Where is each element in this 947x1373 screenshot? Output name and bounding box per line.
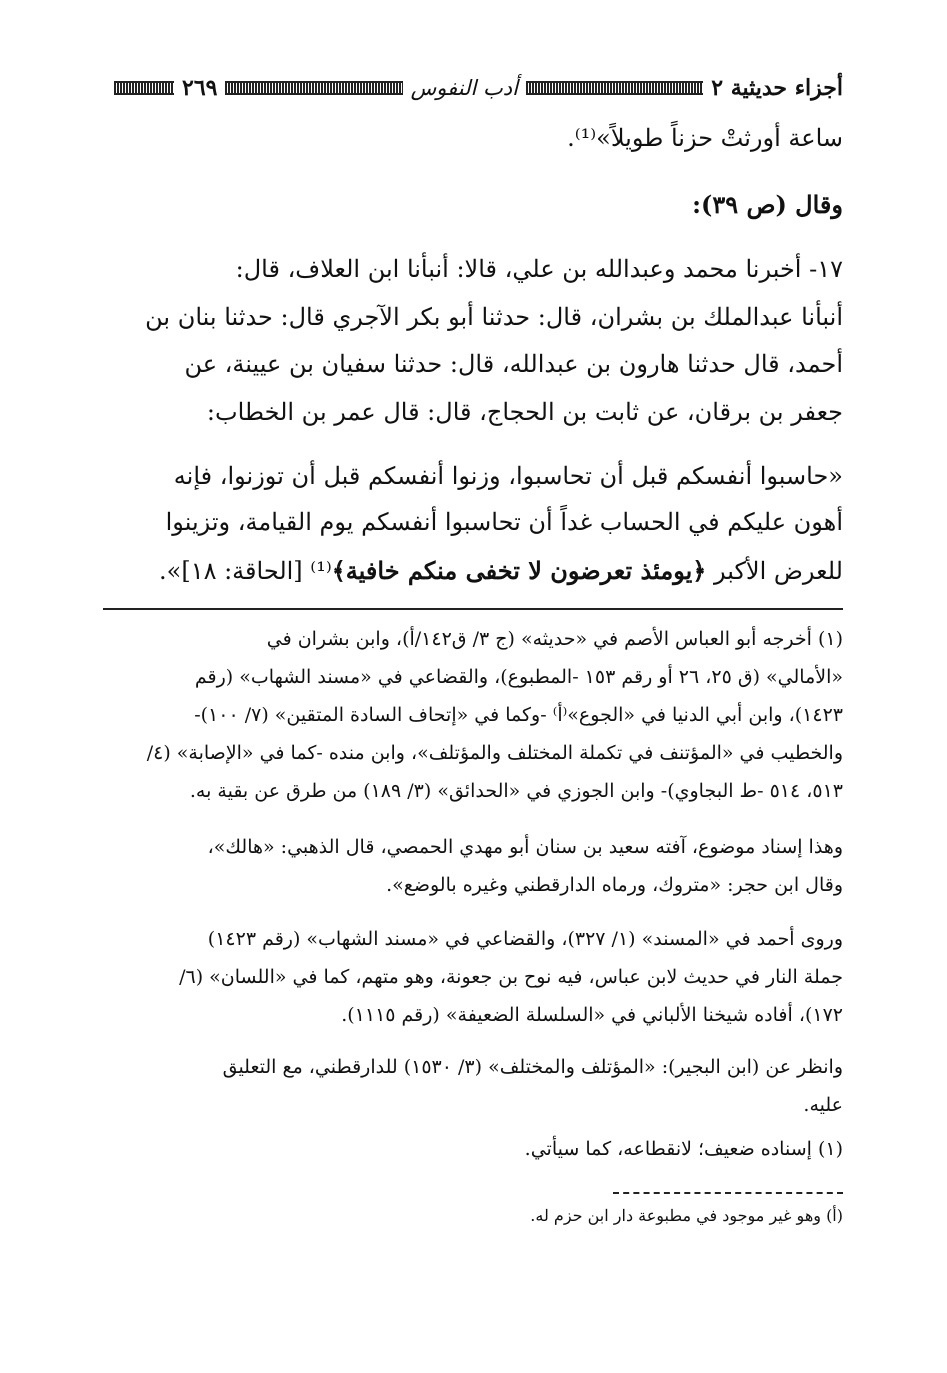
footnote-line: «الأمالي» (ق ٢٥، ٢٦ أو رقم ١٥٣ -المطبوع)، والقضاعي في «مسند الشهاب» (رقم (194, 666, 843, 688)
footnote-separator (103, 608, 843, 610)
footnote-line: ١٤٢٣)، وابن أبي الدنيا في «الجوع»⁽أ⁾ -وكما في «إتحاف السادة المتقين» (٧/ ١٠٠)- (194, 704, 843, 726)
footnote-line: (١) أخرجه أبو العباس الأصم في «حديثه» (ج ٣/ ق١٤٢/أ)، وابن بشران في (266, 628, 843, 650)
page-number: ٢٦٩ (182, 75, 218, 101)
body-line: ١٧- أخبرنا محمد وعبدالله بن علي، قالا: أنبأنا ابن العلاف، قال: (235, 255, 843, 283)
body-line: أنبأنا عبدالملك بن بشران، قال: حدثنا أبو بكر الآجري قال: حدثنا بنان بن (145, 303, 843, 331)
footnote-line: جملة النار في حديث لابن عباس، فيه نوح بن جعونة، وهو متهم، كما في «اللسان» (٦/ (179, 966, 843, 988)
header-ornament-bar (526, 81, 703, 95)
body-line: أحمد، قال حدثنا هارون بن عبدالله، قال: حدثنا سفيان بن عيينة، عن (184, 350, 843, 378)
editor-note-separator (613, 1192, 843, 1194)
body-line (106, 556, 843, 585)
footnote-line: (١) إسناده ضعيف؛ لانقطاعه، كما سيأتي. (524, 1138, 843, 1160)
footnote-line: ١٧٢)، أفاده شيخنا الألباني في «السلسلة الضعيفة» (رقم ١١١٥). (341, 1004, 843, 1026)
body-line: «حاسبوا أنفسكم قبل أن تحاسبوا، وزنوا أنفسكم قبل أن توزنوا، فإنه (173, 462, 843, 490)
footnote-line: وقال ابن حجر: «متروك، ورماه الدارقطني وغيره بالوضع». (386, 874, 843, 896)
footnote-line: عليه. (803, 1094, 843, 1116)
quran-verse: ﴿يومئذ تعرضون لا تخفى منكم خافية﴾ (331, 556, 707, 585)
footnote-line: ٥١٣، ٥١٤ -ط البجاوي)- وابن الجوزي في «الحدائق» (٣/ ١٨٩) من طرق عن بقية به. (189, 780, 843, 802)
section-title: أدب النفوس (410, 76, 518, 100)
footnote-line: وانظر عن (ابن البجير): «المؤتلف والمختلف» (٣/ ١٥٣٠) للدارقطني، مع التعليق (222, 1056, 843, 1078)
footnote-line: وهذا إسناد موضوع، آفته سعيد بن سنان أبو مهدي الحمصي، قال الذهبي: «هالك»، (207, 836, 843, 858)
footnote-line: والخطيب في «المؤتنف في تكملة المختلف والمؤتلف»، وابن منده -كما في «الإصابة» (٤/ (146, 742, 843, 764)
body-line: أهون عليكم في الحساب غداً أن تحاسبوا أنفسكم يوم القيامة، وتزينوا (165, 508, 843, 536)
body-line: جعفر بن برقان، عن ثابت بن الحجاج، قال: قال عمر بن الخطاب: (206, 398, 843, 426)
editor-note: (أ) وهو غير موجود في مطبوعة دار ابن حزم له. (530, 1206, 843, 1225)
running-header (106, 68, 843, 108)
header-ornament-bar (114, 81, 174, 95)
body-line: ساعة أورثتْ حزناً طويلاً»⁽¹⁾. (567, 124, 843, 152)
book-title: أجزاء حديثية ٢ (711, 75, 843, 101)
body-text: للعرض الأكبر (706, 557, 843, 585)
footnote-line: وروى أحمد في «المسند» (١/ ٣٢٧)، والقضاعي في «مسند الشهاب» (رقم ١٤٢٣) (207, 928, 843, 950)
section-heading: وقال (ص ٣٩): (692, 190, 843, 219)
body-text: ⁽¹⁾ [الحاقة: ١٨]». (159, 557, 332, 585)
header-ornament-bar (225, 81, 402, 95)
